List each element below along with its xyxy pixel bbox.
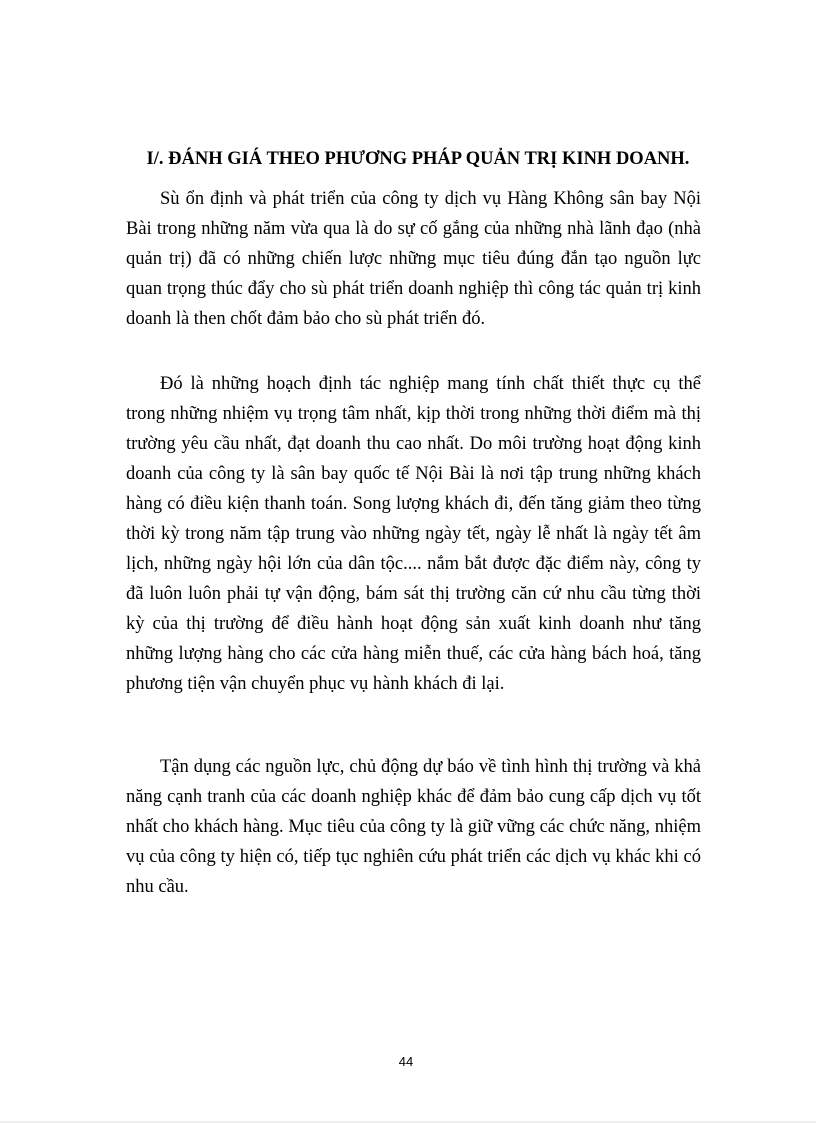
section-heading: I/. ĐÁNH GIÁ THEO PHƯƠNG PHÁP QUẢN TRỊ KINH DOANH. [146, 149, 690, 169]
page-number: 44 [398, 1054, 414, 1069]
paragraph-stability-development: Sù ổn định và phát triển của công ty dịch vụ Hàng Không sân bay Nội Bài trong những năm vừa qua là do sự cố gắng của những nhà lãnh đạo (nhà quản trị) đã có những chiến lược những mục tiêu đúng đắn tạo nguồn lực quan trọng thúc đẩy cho sù phát triển doanh nghiệp thì công tác quản trị kinh doanh là then chốt đảm bảo cho sù phát triển đó. [126, 189, 701, 329]
paragraph-resources-objectives: Tận dụng các nguồn lực, chủ động dự báo về tình hình thị trường và khả năng cạnh tranh của các doanh nghiệp khác để đảm bảo cung cấp dịch vụ tốt nhất cho khách hàng. Mục tiêu của công ty là giữ vững các chức năng, nhiệm vụ của công ty hiện có, tiếp tục nghiên cứu phát triển các dịch vụ khác khi có nhu cầu. [126, 757, 701, 897]
paragraph-operational-planning: Đó là những hoạch định tác nghiệp mang tính chất thiết thực cụ thể trong những nhiệm vụ trọng tâm nhất, kịp thời trong những thời điểm mà thị trường yêu cầu nhất, đạt doanh thu cao nhất. Do môi trường hoạt động kinh doanh của công ty là sân bay quốc tế Nội Bài là nơi tập trung những khách hàng có điều kiện thanh toán. Song lượng khách đi, đến tăng giảm theo từng thời kỳ trong năm tập trung vào những ngày tết, ngày lễ nhất là ngày tết âm lịch, những ngày hội lớn của dân tộc.... nắm bắt được đặc điểm này, công ty đã luôn luôn phải tự vận động, bám sát thị trường căn cứ nhu cầu từng thời kỳ của thị trường để điều hành hoạt động sản xuất kinh doanh như tăng những lượng hàng cho các cửa hàng miễn thuế, các cửa hàng bách hoá, tăng phương tiện vận chuyển phục vụ hành khách đi lại. [126, 374, 701, 694]
